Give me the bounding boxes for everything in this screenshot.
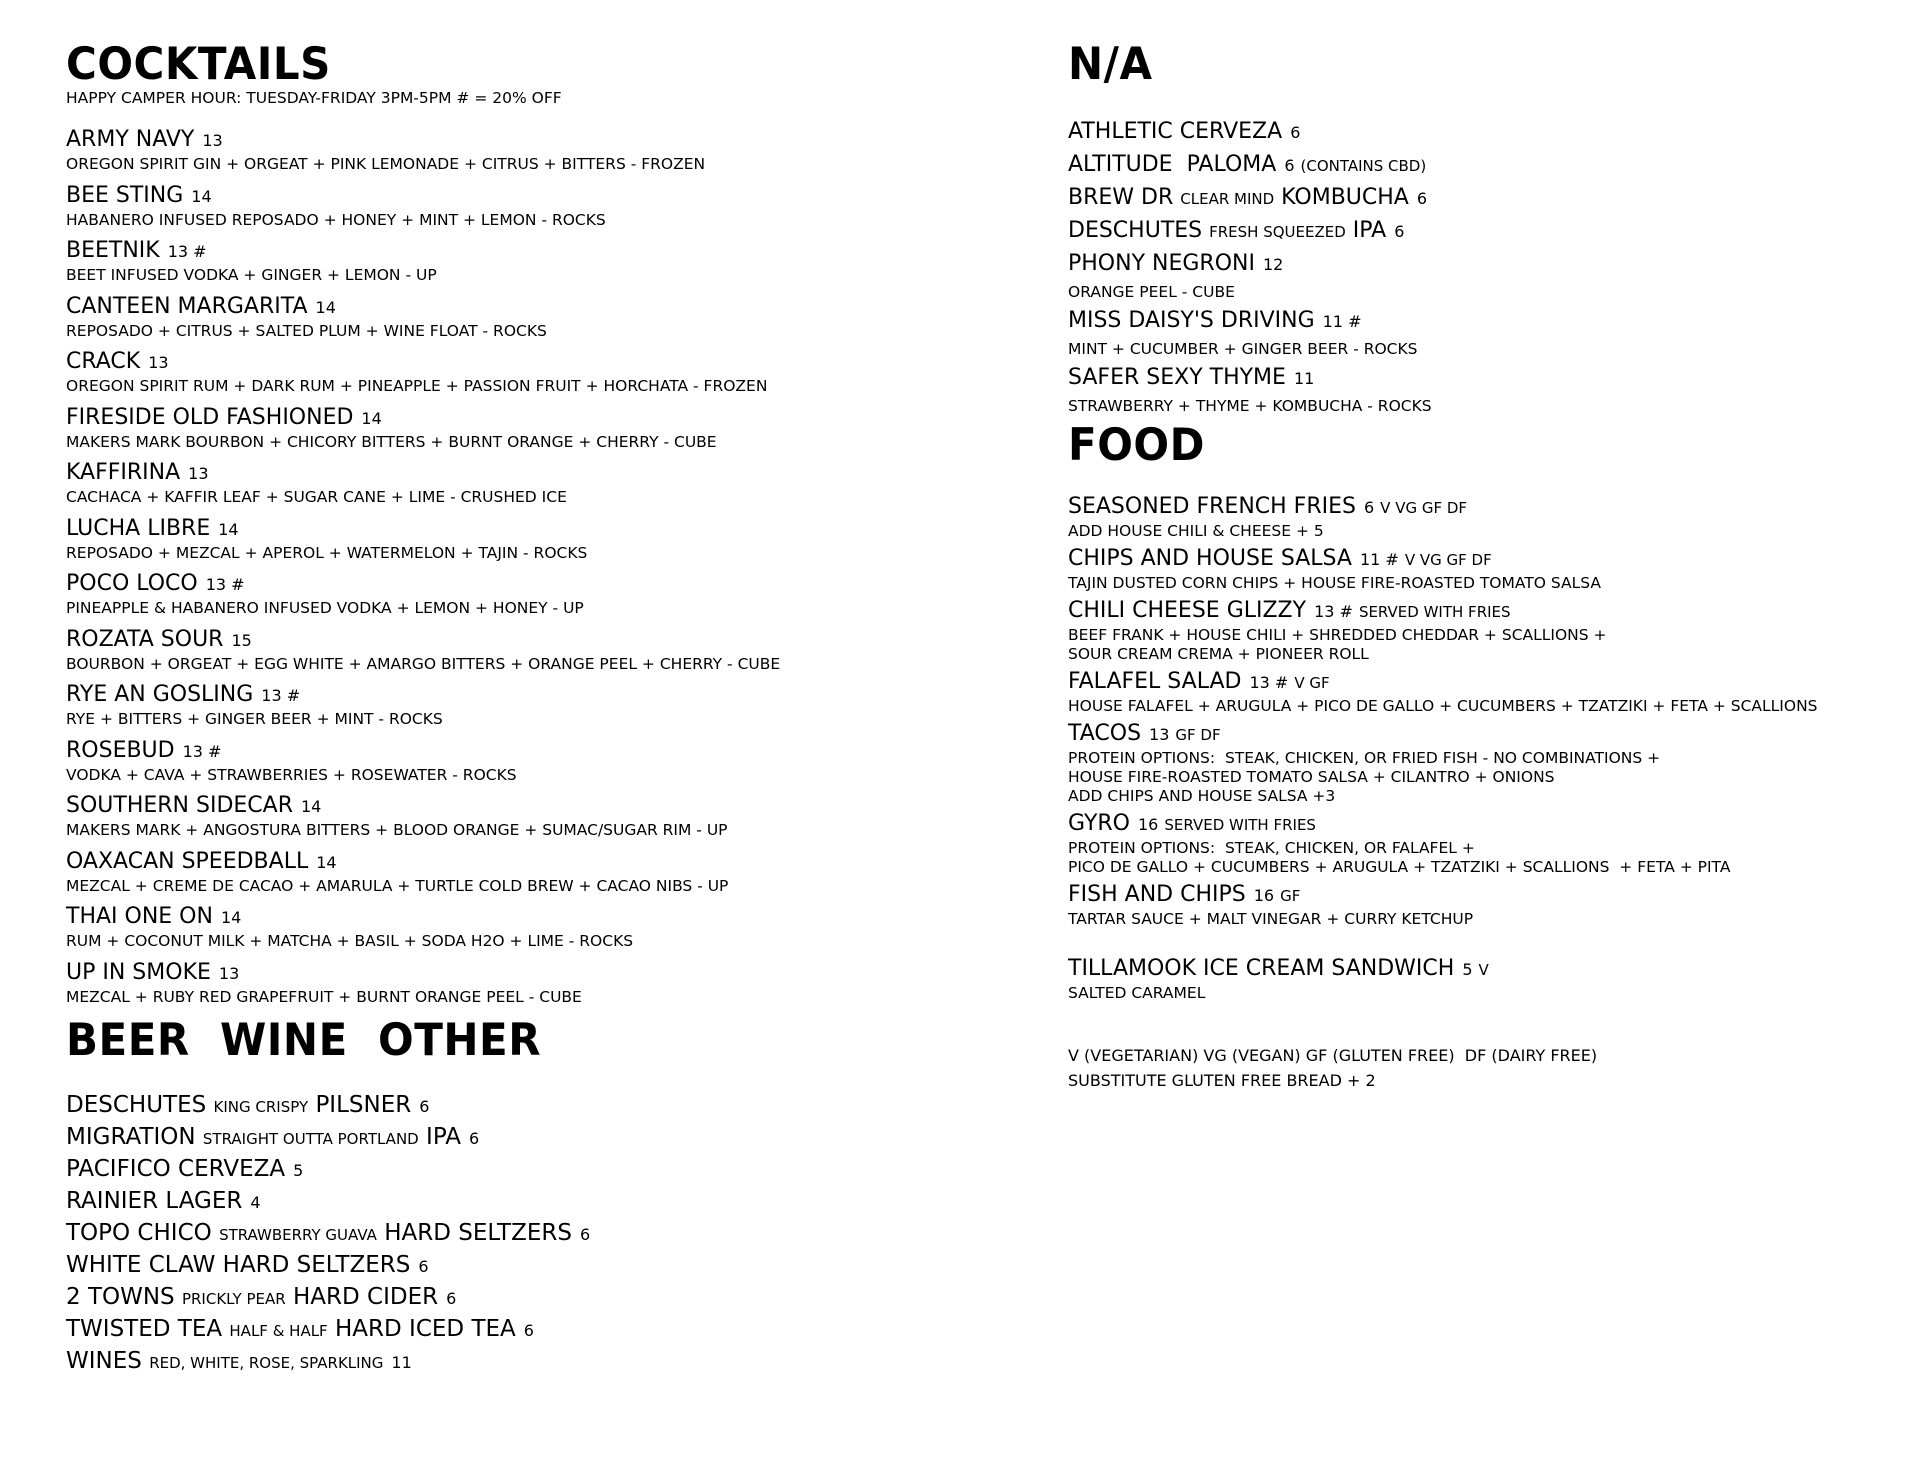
na-brand: SAFER SEXY THYME [1068,365,1286,390]
beer-wine-style: KING CRISPY [213,1098,309,1116]
food-description: SOUR CREAM CREMA + PIONEER ROLL [1068,645,1369,663]
cocktail-name-line [66,737,1046,766]
right-column [1068,38,1918,1093]
cocktail-name: KAFFIRINA [66,460,181,485]
food-name: SEASONED FRENCH FRIES [1068,494,1356,519]
cocktail-item [66,681,1046,737]
food-price: 13 # [1314,602,1353,621]
na-name-line [1068,149,1918,182]
na-name-line [1068,116,1918,149]
food-name-line [1068,810,1918,839]
cocktail-price: 14 [220,908,242,927]
beer-wine-other-list [66,1090,1046,1378]
food-list [1068,493,1918,1003]
cocktail-name: SOUTHERN SIDECAR [66,793,293,818]
na-price: 6 [1284,156,1295,175]
na-price: 12 [1262,255,1284,274]
beer-wine-type: HARD ICED TEA [335,1316,516,1342]
na-description: ORANGE PEEL - CUBE [1068,283,1235,301]
na-brand: PHONY NEGRONI [1068,251,1255,276]
cocktail-description: BOURBON + ORGEAT + EGG WHITE + AMARGO BITTERS + ORANGE PEEL + CHERRY - CUBE [66,654,781,673]
food-price: 13 # [1249,673,1289,692]
cocktail-name: CANTEEN MARGARITA [66,293,308,319]
cocktail-name: OAXACAN SPEEDBALL [66,848,309,874]
left-column [66,38,1046,1378]
beer-wine-name-line [66,1154,1046,1186]
na-brand: ATHLETIC CERVEZA [1068,119,1283,144]
beer-wine-price: 6 [418,1257,429,1276]
cocktail-item [66,126,1046,182]
beer-wine-item [66,1250,1046,1282]
food-tags: GF [1280,887,1301,905]
food-description: TAJIN DUSTED CORN CHIPS + HOUSE FIRE-ROASTED TOMATO SALSA [1068,574,1601,592]
na-style: FRESH SQUEEZED [1209,223,1346,241]
na-name-line [1068,305,1918,338]
cocktail-name: BEE STING [66,182,184,208]
beer-wine-price: 5 [293,1161,304,1180]
na-note: (CONTAINS CBD) [1300,157,1427,175]
beer-wine-brand: PACIFICO CERVEZA [66,1156,286,1182]
na-brand: DESCHUTES [1068,218,1203,243]
beer-wine-name-line [66,1282,1046,1314]
na-section [1068,38,1918,417]
cocktail-item [66,737,1046,793]
cocktail-price: 15 [231,630,252,650]
beer-wine-item [66,1346,1046,1378]
cocktail-name-line [66,459,1046,488]
cocktail-price: 14 [315,297,336,317]
cocktail-description: RUM + COCONUT MILK + MATCHA + BASIL + SODA H2O + LIME - ROCKS [66,932,634,950]
cocktails-title: COCKTAILS [66,38,331,90]
beer-wine-brand: 2 TOWNS [66,1284,175,1310]
food-tags: GF DF [1175,726,1221,744]
food-name-line [1068,493,1918,522]
food-price: 13 [1149,725,1170,744]
cocktail-price: 13 # [261,686,301,705]
food-description: PICO DE GALLO + CUCUMBERS + ARUGULA + TZATZIKI + SCALLIONS + FETA + PITA [1068,858,1731,876]
food-price: 16 [1138,815,1159,834]
food-name: GYRO [1068,811,1130,836]
cocktail-name: CRACK [66,349,141,374]
cocktail-name-line [66,404,1046,433]
cocktail-description: CACHACA + KAFFIR LEAF + SUGAR CANE + LIME - CRUSHED ICE [66,488,567,506]
food-item [1068,668,1918,716]
food-description: SALTED CARAMEL [1068,984,1206,1002]
cocktail-item [66,293,1046,349]
na-brand: BREW DR [1068,185,1174,210]
food-description: PROTEIN OPTIONS: STEAK, CHICKEN, OR FRIED FISH - NO COMBINATIONS + [1068,749,1661,767]
beer-wine-type: PILSNER [315,1092,412,1118]
food-name: TILLAMOOK ICE CREAM SANDWICH [1068,956,1455,981]
beer-wine-name-line [66,1186,1046,1218]
beer-wine-price: 6 [468,1129,480,1148]
beer-wine-type: HARD CIDER [293,1284,439,1310]
cocktail-item [66,237,1046,293]
cocktail-name-line [66,237,1046,266]
beer-wine-other-title: BEER WINE OTHER [66,1014,542,1066]
na-item [1068,116,1918,149]
na-item [1068,182,1918,215]
food-description: BEEF FRANK + HOUSE CHILI + SHREDDED CHEDDAR + SCALLIONS + [1068,626,1607,644]
cocktail-item [66,348,1046,404]
beer-wine-brand: DESCHUTES [66,1092,207,1118]
food-description: HOUSE FALAFEL + ARUGULA + PICO DE GALLO + CUCUMBERS + TZATZIKI + FETA + SCALLIONS [1068,697,1818,715]
cocktail-name-line [66,182,1046,211]
na-price: 11 # [1322,312,1362,331]
food-name-line [1068,881,1918,910]
food-name-line [1068,720,1918,749]
na-price: 6 [1290,123,1301,142]
beer-wine-style: STRAWBERRY GUAVA [219,1226,377,1244]
na-title: N/A [1068,38,1153,90]
cocktail-description: OREGON SPIRIT RUM + DARK RUM + PINEAPPLE + PASSION FRUIT + HORCHATA - FROZEN [66,377,768,395]
beer-wine-price: 6 [446,1289,457,1308]
beer-wine-price: 6 [419,1097,430,1116]
food-description: ADD CHIPS AND HOUSE SALSA +3 [1068,787,1336,805]
cocktail-description: OREGON SPIRIT GIN + ORGEAT + PINK LEMONADE + CITRUS + BITTERS - FROZEN [66,155,706,173]
food-name: FALAFEL SALAD [1068,669,1242,694]
food-name: CHIPS AND HOUSE SALSA [1068,546,1352,571]
beer-wine-item [66,1122,1046,1154]
beer-wine-name-line [66,1090,1046,1122]
cocktail-price: 13 [218,963,240,983]
cocktail-name: ROZATA SOUR [66,626,224,652]
cocktail-name-line [66,681,1046,710]
cocktail-name-line [66,959,1046,988]
beer-wine-item [66,1314,1046,1346]
na-type: KOMBUCHA [1281,185,1409,210]
cocktail-description: RYE + BITTERS + GINGER BEER + MINT - ROCKS [66,710,443,728]
cocktail-name-line [66,626,1046,655]
na-item [1068,248,1918,303]
dietary-legend [1068,1043,1918,1093]
na-name-line [1068,248,1918,281]
cocktail-name: POCO LOCO [66,571,198,596]
beer-wine-name-line [66,1122,1046,1154]
cocktail-name-line [66,570,1046,599]
cocktail-name: THAI ONE ON [66,904,213,929]
food-name: CHILI CHEESE GLIZZY [1068,598,1307,623]
cocktail-price: 13 # [205,575,245,594]
cocktail-name: ROSEBUD [66,737,175,763]
food-name-line [1068,597,1918,626]
dietary-legend-text: V (VEGETARIAN) VG (VEGAN) GF (GLUTEN FREE) DF (DAIRY FREE) [1068,1046,1598,1065]
food-item [1068,881,1918,929]
food-item [1068,597,1918,664]
food-item [1068,810,1918,877]
na-description: MINT + CUCUMBER + GINGER BEER - ROCKS [1068,340,1418,358]
beer-wine-style: STRAIGHT OUTTA PORTLAND [202,1130,419,1148]
cocktail-description: MAKERS MARK + ANGOSTURA BITTERS + BLOOD ORANGE + SUMAC/SUGAR RIM - UP [66,821,728,839]
food-item [1068,545,1918,593]
na-type: IPA [1352,218,1387,243]
cocktail-description: VODKA + CAVA + STRAWBERRIES + ROSEWATER - ROCKS [66,765,517,784]
cocktails-section [66,38,1046,1014]
cocktail-description: REPOSADO + MEZCAL + APEROL + WATERMELON + TAJIN - ROCKS [66,543,588,562]
cocktail-price: 13 [202,131,223,150]
cocktail-name: UP IN SMOKE [66,959,211,985]
cocktail-item [66,182,1046,238]
cocktail-item [66,903,1046,959]
na-item [1068,149,1918,182]
beer-wine-item [66,1282,1046,1314]
na-name-line [1068,182,1918,215]
food-price: 16 [1253,886,1275,905]
cocktail-price: 13 # [167,242,207,261]
cocktail-price: 14 [218,519,239,539]
cocktail-price: 14 [191,186,212,206]
food-item [1068,720,1918,806]
beer-wine-price: 6 [579,1225,591,1244]
cocktail-description: HABANERO INFUSED REPOSADO + HONEY + MINT + LEMON - ROCKS [66,210,606,229]
food-tags: SERVED WITH FRIES [1164,816,1316,834]
beer-wine-brand: TWISTED TEA [66,1316,223,1342]
beer-wine-brand: MIGRATION [66,1124,196,1150]
beer-wine-brand: WINES [66,1348,142,1374]
beer-wine-style: RED, WHITE, ROSE, SPARKLING [149,1354,384,1372]
cocktail-item [66,404,1046,460]
cocktail-name-line [66,903,1046,932]
beer-wine-item [66,1218,1046,1250]
cocktail-item [66,792,1046,848]
cocktail-name: FIRESIDE OLD FASHIONED [66,404,354,430]
cocktail-item [66,570,1046,626]
cocktail-price: 13 # [182,741,222,761]
food-tags: V [1478,961,1489,979]
na-name-line [1068,362,1918,395]
cocktail-price: 14 [301,797,322,816]
cocktail-item [66,848,1046,904]
na-list [1068,116,1918,417]
beer-wine-brand: WHITE CLAW HARD SELTZERS [66,1252,411,1278]
food-description: ADD HOUSE CHILI & CHEESE + 5 [1068,522,1324,540]
na-name-line [1068,215,1918,248]
beer-wine-item [66,1186,1046,1218]
cocktail-item [66,515,1046,571]
food-price: 5 [1462,960,1473,979]
beer-wine-price: 4 [250,1193,261,1212]
food-tags: V GF [1294,674,1330,692]
cocktail-item [66,459,1046,515]
beer-wine-type: HARD SELTZERS [384,1220,572,1246]
beer-wine-brand: RAINIER LAGER [66,1188,243,1214]
beer-wine-name-line [66,1218,1046,1250]
beer-wine-name-line [66,1250,1046,1282]
cocktail-price: 13 [148,353,169,372]
food-description: HOUSE FIRE-ROASTED TOMATO SALSA + CILANTRO + ONIONS [1068,768,1555,786]
food-description: PROTEIN OPTIONS: STEAK, CHICKEN, OR FALAFEL + [1068,839,1475,857]
na-brand: MISS DAISY'S DRIVING [1068,308,1315,333]
beer-wine-style: HALF & HALF [229,1322,328,1340]
beer-wine-item [66,1154,1046,1186]
na-item [1068,305,1918,360]
cocktail-name: BEETNIK [66,238,160,263]
food-price: 11 # [1359,550,1399,569]
food-item [1068,955,1918,1003]
food-name-line [1068,955,1918,984]
food-item [1068,493,1918,541]
food-tags: V VG GF DF [1404,551,1492,569]
food-name: TACOS [1068,721,1142,746]
na-price: 11 [1293,369,1315,388]
cocktail-price: 14 [316,852,337,872]
cocktail-name-line [66,126,1046,155]
na-description: STRAWBERRY + THYME + KOMBUCHA - ROCKS [1068,397,1432,415]
cocktail-description: BEET INFUSED VODKA + GINGER + LEMON - UP [66,266,437,284]
food-name-line [1068,668,1918,697]
food-tags: SERVED WITH FRIES [1358,603,1511,621]
gluten-free-bread-note: SUBSTITUTE GLUTEN FREE BREAD + 2 [1068,1071,1376,1090]
cocktail-name-line [66,515,1046,544]
food-name-line [1068,545,1918,574]
food-description: TARTAR SAUCE + MALT VINEGAR + CURRY KETCHUP [1068,910,1474,928]
food-name: FISH AND CHIPS [1068,882,1246,907]
na-price: 6 [1394,222,1405,241]
cocktail-description: MEZCAL + RUBY RED GRAPEFRUIT + BURNT ORANGE PEEL - CUBE [66,987,582,1006]
cocktail-name-line [66,848,1046,877]
happy-hour-note: HAPPY CAMPER HOUR: TUESDAY-FRIDAY 3PM-5PM # = 20% OFF [66,89,562,107]
cocktail-name-line [66,348,1046,377]
beer-wine-style: PRICKLY PEAR [181,1290,286,1308]
cocktail-price: 14 [361,408,382,428]
cocktail-description: MAKERS MARK BOURBON + CHICORY BITTERS + BURNT ORANGE + CHERRY - CUBE [66,432,717,451]
cocktail-item [66,626,1046,682]
na-brand: ALTITUDE PALOMA [1068,152,1277,177]
cocktail-list [66,126,1046,1014]
food-price: 6 [1363,498,1375,517]
food-title: FOOD [1068,419,1205,471]
food-tags: V VG GF DF [1380,499,1468,517]
cocktail-description: PINEAPPLE & HABANERO INFUSED VODKA + LEMON + HONEY - UP [66,599,584,617]
cocktail-price: 13 [188,464,209,483]
na-item [1068,215,1918,248]
cocktail-name: ARMY NAVY [66,127,195,152]
beer-wine-other-section [66,1014,1046,1378]
beer-wine-name-line [66,1314,1046,1346]
beer-wine-price: 11 [391,1353,412,1372]
cocktail-item [66,959,1046,1015]
na-price: 6 [1416,189,1428,208]
cocktail-description: REPOSADO + CITRUS + SALTED PLUM + WINE FLOAT - ROCKS [66,321,547,340]
cocktail-name-line [66,293,1046,322]
na-style: CLEAR MIND [1180,190,1275,208]
beer-wine-type: IPA [426,1124,461,1150]
beer-wine-item [66,1090,1046,1122]
beer-wine-name-line [66,1346,1046,1378]
cocktail-name: RYE AN GOSLING [66,682,254,707]
na-item [1068,362,1918,417]
cocktail-description: MEZCAL + CREME DE CACAO + AMARULA + TURTLE COLD BREW + CACAO NIBS - UP [66,876,729,895]
beer-wine-price: 6 [523,1321,534,1340]
beer-wine-brand: TOPO CHICO [66,1220,212,1246]
food-section [1068,419,1918,1093]
cocktail-name: LUCHA LIBRE [66,515,211,541]
cocktail-name-line [66,792,1046,821]
